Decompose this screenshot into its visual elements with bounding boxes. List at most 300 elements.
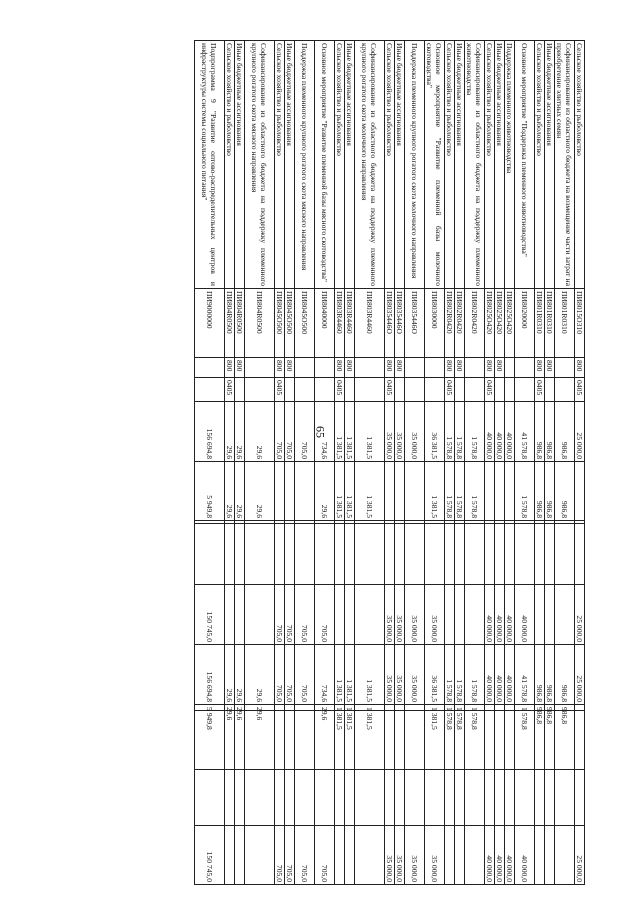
row-group (465, 358, 485, 378)
row-value: 705,0 (315, 826, 335, 885)
row-value (345, 770, 355, 826)
row-value (505, 770, 515, 826)
row-value: 1 381,5 (335, 462, 345, 521)
row-value: 29,6 (225, 462, 235, 521)
row-code: ПИ8035446О (405, 289, 425, 358)
row-section (555, 378, 575, 402)
row-value: 1 578,8 (445, 705, 455, 711)
row-value: 986,8 (545, 462, 555, 521)
row-value (225, 524, 235, 585)
table-row (515, 41, 535, 885)
row-section (395, 378, 405, 402)
row-value: 40 000,0 (495, 645, 505, 705)
row-name: Иные бюджетные ассигнования (285, 41, 295, 289)
row-group: 800 (535, 358, 545, 378)
row-section (465, 378, 485, 402)
row-value (535, 524, 545, 585)
row-value (385, 524, 395, 585)
table-row (405, 41, 425, 885)
row-value: 35 000,0 (395, 645, 405, 705)
row-value (455, 585, 465, 645)
row-value: 1 578,8 (445, 462, 455, 521)
row-name: Сельское хозяйство и рыболовство (485, 41, 495, 289)
row-spacer (395, 711, 405, 770)
row-value (445, 770, 455, 826)
row-value (335, 826, 345, 885)
row-code: ПИ803R4460 (345, 289, 355, 358)
row-section: 0405 (225, 378, 235, 402)
row-name: Иные бюджетные ассигнования (455, 41, 465, 289)
row-value: 25 000,0 (575, 402, 585, 462)
row-group: 800 (485, 358, 495, 378)
row-section (195, 378, 225, 402)
table-row (275, 41, 285, 885)
row-name: Софинансирование из областного бюджета на возмещение части затрат на приобретение элитных семян (555, 41, 575, 289)
row-code: ПИ8025О420 (485, 289, 495, 358)
row-value (535, 826, 545, 885)
row-code: ПИ8015О310 (575, 289, 585, 358)
table-row (455, 41, 465, 885)
row-code: ПИ8025О420 (505, 289, 515, 358)
row-group (555, 358, 575, 378)
row-name: Сельское хозяйство и рыболовство (535, 41, 545, 289)
row-group: 800 (445, 358, 455, 378)
row-value: 705,0 (275, 645, 285, 705)
row-section: 0405 (445, 378, 455, 402)
row-value: 29,6 (235, 462, 245, 521)
row-value: 40 000,0 (485, 402, 495, 462)
row-value: 705,0 (285, 585, 295, 645)
row-section (405, 378, 425, 402)
row-section: 0405 (575, 378, 585, 402)
table-row (345, 41, 355, 885)
row-value (295, 770, 315, 826)
table-row (315, 41, 335, 885)
row-group: 800 (345, 358, 355, 378)
row-name: Иные бюджетные ассигнования (345, 41, 355, 289)
table-row (495, 41, 505, 885)
row-value: 986,8 (555, 705, 575, 711)
row-value: 1 578,8 (455, 645, 465, 705)
row-value (465, 770, 485, 826)
row-value (225, 585, 235, 645)
row-value (495, 462, 505, 521)
row-name: Основное мероприятие "Поддержка племенного животноводства" (515, 41, 535, 289)
row-value: 40 000,0 (495, 826, 505, 885)
row-value (355, 826, 385, 885)
row-group: 800 (575, 358, 585, 378)
row-value: 1 381,5 (345, 705, 355, 711)
row-name: Софинансирование из областного бюджета на поддержку племенного крупного рогатого скота молочного направления (355, 41, 385, 289)
row-value: 41 578,8 (515, 645, 535, 705)
row-value: 35 000,0 (405, 402, 425, 462)
row-value (295, 524, 315, 585)
row-code: ПИ801R0310 (555, 289, 575, 358)
row-value: 1 578,8 (465, 462, 485, 521)
row-value (405, 524, 425, 585)
row-value: 156 694,8 (195, 645, 225, 705)
row-spacer (495, 711, 505, 770)
row-section: 0405 (485, 378, 495, 402)
row-section (345, 378, 355, 402)
row-value (245, 826, 275, 885)
row-code: ПИ802R0420 (465, 289, 485, 358)
row-name: Сельское хозяйство и рыболовство (445, 41, 455, 289)
row-value (235, 585, 245, 645)
row-value: 986,8 (535, 402, 545, 462)
row-spacer (505, 711, 515, 770)
row-code: ПИ804R0500 (235, 289, 245, 358)
row-value: 35 000,0 (405, 826, 425, 885)
row-value (395, 462, 405, 521)
row-value (315, 770, 335, 826)
row-value: 41 578,8 (515, 402, 535, 462)
row-value (275, 770, 285, 826)
row-value: 986,8 (545, 402, 555, 462)
row-spacer (275, 711, 285, 770)
row-value (555, 524, 575, 585)
row-value (335, 524, 345, 585)
row-value: 156 694,8 (195, 402, 225, 462)
table-row (225, 41, 235, 885)
row-value (495, 770, 505, 826)
row-code: ПИ803R4460 (355, 289, 385, 358)
row-value (285, 770, 295, 826)
row-value: 705,0 (295, 402, 315, 462)
row-value (345, 524, 355, 585)
row-value: 5 949,8 (195, 705, 225, 711)
row-section (425, 378, 445, 402)
table-body (195, 41, 585, 885)
row-value: 29,6 (225, 645, 235, 705)
row-value: 1 578,8 (465, 645, 485, 705)
row-value: 1 381,5 (355, 645, 385, 705)
row-value (295, 462, 315, 521)
row-value: 40 000,0 (505, 585, 515, 645)
row-value: 35 000,0 (425, 585, 445, 645)
row-value (285, 462, 295, 521)
row-value: 40 000,0 (505, 826, 515, 885)
row-value (505, 462, 515, 521)
row-name: Подпрограмма 9 "Развитие оптово-распределительных центров и инфраструктуры системы социального питания" (195, 41, 225, 289)
row-value: 36 381,5 (425, 402, 445, 462)
row-value: 986,8 (545, 705, 555, 711)
row-spacer (485, 711, 495, 770)
row-value: 986,8 (545, 645, 555, 705)
row-value: 35 000,0 (385, 585, 395, 645)
row-value: 40 000,0 (505, 402, 515, 462)
row-value (575, 524, 585, 585)
row-value: 29,6 (315, 705, 335, 711)
row-value: 35 000,0 (405, 645, 425, 705)
table-row (235, 41, 245, 885)
row-value: 705,0 (285, 402, 295, 462)
row-value (485, 524, 495, 585)
row-value: 35 000,0 (395, 585, 405, 645)
row-value: 40 000,0 (515, 585, 535, 645)
row-value (445, 826, 455, 885)
row-value (545, 524, 555, 585)
row-section: 0405 (335, 378, 345, 402)
row-section (315, 378, 335, 402)
row-value: 1 381,5 (335, 705, 345, 711)
row-group (515, 358, 535, 378)
row-value: 40 000,0 (485, 645, 495, 705)
row-name: Поддержка племенного крупного рогатого скота молочного направления (405, 41, 425, 289)
row-value (355, 585, 385, 645)
row-section (455, 378, 465, 402)
row-value: 25 000,0 (575, 826, 585, 885)
row-code: ПИ802R0420 (455, 289, 465, 358)
row-value (535, 770, 545, 826)
row-value: 705,0 (285, 826, 295, 885)
row-code: ПИ803R4460 (335, 289, 345, 358)
row-value (465, 585, 485, 645)
row-value: 29,6 (235, 705, 245, 711)
row-name: Иные бюджетные ассигнования (545, 41, 555, 289)
table-row (195, 41, 225, 885)
row-value: 705,0 (295, 826, 315, 885)
row-section (285, 378, 295, 402)
row-value: 150 745,0 (195, 826, 225, 885)
row-value: 40 000,0 (515, 826, 535, 885)
row-value: 1 381,5 (335, 402, 345, 462)
row-value: 29,6 (235, 402, 245, 462)
row-value: 705,0 (275, 402, 285, 462)
table-row (355, 41, 385, 885)
row-code: ПИ802R0420 (445, 289, 455, 358)
row-value: 1 381,5 (355, 705, 385, 711)
row-group (295, 358, 315, 378)
row-spacer (575, 711, 585, 770)
row-value: 35 000,0 (385, 402, 395, 462)
row-spacer (295, 711, 315, 770)
row-value (545, 585, 555, 645)
row-value (285, 524, 295, 585)
row-value (335, 585, 345, 645)
table-row (555, 41, 575, 885)
row-value: 1 381,5 (355, 462, 385, 521)
row-value: 734,6 (315, 402, 335, 462)
table-row (335, 41, 345, 885)
row-value (235, 524, 245, 585)
row-value: 1 381,5 (335, 645, 345, 705)
row-value: 705,0 (295, 585, 315, 645)
row-value: 705,0 (285, 645, 295, 705)
row-value: 1 381,5 (425, 705, 445, 711)
row-value (355, 524, 385, 585)
row-value: 35 000,0 (385, 826, 395, 885)
row-group: 800 (385, 358, 395, 378)
rotated-table-wrapper (194, 40, 585, 885)
row-section: 0405 (535, 378, 545, 402)
row-value (555, 770, 575, 826)
row-section (515, 378, 535, 402)
row-value (445, 524, 455, 585)
row-value: 986,8 (555, 645, 575, 705)
row-value: 25 000,0 (575, 645, 585, 705)
row-value: 29,6 (245, 462, 275, 521)
row-value (555, 585, 575, 645)
row-section (495, 378, 505, 402)
row-section (545, 378, 555, 402)
row-group: 800 (545, 358, 555, 378)
row-name: Сельское хозяйство и рыболовство (575, 41, 585, 289)
row-value: 705,0 (275, 826, 285, 885)
row-group (195, 358, 225, 378)
row-value: 40 000,0 (495, 585, 505, 645)
row-value (405, 770, 425, 826)
row-code: ПИ804R0500 (245, 289, 275, 358)
row-name: Софинансирование из областного бюджета на поддержку племенного крупного рогатого скота мясного направления (245, 41, 275, 289)
row-value (385, 462, 395, 521)
row-value (515, 524, 535, 585)
row-name: Сельское хозяйство и рыболовство (275, 41, 285, 289)
row-name: Иные бюджетные ассигнования (235, 41, 245, 289)
row-spacer (385, 711, 395, 770)
row-group: 800 (275, 358, 285, 378)
row-group: 800 (225, 358, 235, 378)
row-value (465, 826, 485, 885)
row-value: 986,8 (535, 705, 545, 711)
table-row (295, 41, 315, 885)
row-name: Иные бюджетные ассигнования (395, 41, 405, 289)
row-code: ПИ8035446О (385, 289, 395, 358)
row-code: ПИ804R0500 (225, 289, 235, 358)
row-value (315, 524, 335, 585)
row-value (485, 770, 495, 826)
row-group (245, 358, 275, 378)
row-value: 35 000,0 (425, 826, 445, 885)
row-value (425, 770, 445, 826)
row-value (535, 585, 545, 645)
row-value: 1 381,5 (345, 645, 355, 705)
row-code: ПИ8020000 (515, 289, 535, 358)
row-section (245, 378, 275, 402)
row-value: 1 381,5 (345, 462, 355, 521)
row-value: 986,8 (555, 402, 575, 462)
row-value: 1 578,8 (445, 402, 455, 462)
row-value: 40 000,0 (505, 645, 515, 705)
row-group (355, 358, 385, 378)
row-code: ПИ8035446О (395, 289, 405, 358)
row-value (275, 462, 285, 521)
row-section (505, 378, 515, 402)
row-value (465, 524, 485, 585)
row-value (575, 462, 585, 521)
row-group (425, 358, 445, 378)
row-value (235, 770, 245, 826)
row-group: 800 (335, 358, 345, 378)
row-value (385, 770, 395, 826)
row-code: ПИ8045О500 (285, 289, 295, 358)
row-code: ПИ801R0310 (545, 289, 555, 358)
row-value (225, 826, 235, 885)
table-row (385, 41, 395, 885)
row-value (545, 826, 555, 885)
row-code: ПИ8030000 (425, 289, 445, 358)
row-value: 35 000,0 (405, 585, 425, 645)
row-value: 25 000,0 (575, 585, 585, 645)
table-row (425, 41, 445, 885)
row-value: 29,6 (245, 705, 275, 711)
row-group: 800 (455, 358, 465, 378)
table-row (575, 41, 585, 885)
row-value: 705,0 (315, 585, 335, 645)
row-value: 5 949,8 (195, 462, 225, 521)
table-row (535, 41, 545, 885)
row-value: 1 578,8 (515, 705, 535, 711)
row-value (245, 585, 275, 645)
row-group (315, 358, 335, 378)
row-section (295, 378, 315, 402)
row-value: 734,6 (315, 645, 335, 705)
table-row (245, 41, 275, 885)
row-value: 1 578,8 (455, 705, 465, 711)
row-value: 705,0 (275, 585, 285, 645)
row-code: ПИ8045О500 (275, 289, 285, 358)
row-value: 1 578,8 (465, 705, 485, 711)
row-value (455, 826, 465, 885)
row-value: 35 000,0 (395, 402, 405, 462)
row-value (395, 770, 405, 826)
row-code: ПИ8040000 (315, 289, 335, 358)
row-spacer (405, 711, 425, 770)
row-value: 40 000,0 (495, 402, 505, 462)
row-value: 1 381,5 (345, 402, 355, 462)
table-row (485, 41, 495, 885)
table-row (545, 41, 555, 885)
row-value: 40 000,0 (485, 585, 495, 645)
row-value: 150 745,0 (195, 585, 225, 645)
row-group (505, 358, 515, 378)
row-value (405, 462, 425, 521)
row-group: 800 (285, 358, 295, 378)
row-name: Сельское хозяйство и рыболовство (335, 41, 345, 289)
row-value: 29,6 (315, 462, 335, 521)
row-name: Основное мероприятие "Развитие племенной базы молочного скотоводства" (425, 41, 445, 289)
row-value (195, 770, 225, 826)
row-value (555, 826, 575, 885)
row-value (275, 524, 285, 585)
row-section (355, 378, 385, 402)
row-name: Поддержка племенного крупного рогатого скота мясного направления (295, 41, 315, 289)
row-value: 1 381,5 (355, 402, 385, 462)
row-value (345, 826, 355, 885)
table-row (505, 41, 515, 885)
row-code: ПИ8045О500 (295, 289, 315, 358)
table-row (465, 41, 485, 885)
row-value: 986,8 (555, 462, 575, 521)
row-value (245, 524, 275, 585)
row-spacer (285, 711, 295, 770)
row-value: 705,0 (295, 645, 315, 705)
row-value: 986,8 (535, 645, 545, 705)
row-value: 35 000,0 (385, 645, 395, 705)
row-group: 800 (235, 358, 245, 378)
row-value (545, 770, 555, 826)
row-value (345, 585, 355, 645)
row-name: Иные бюджетные ассигнования (495, 41, 505, 289)
row-value: 29,6 (245, 402, 275, 462)
row-value: 1 381,5 (425, 462, 445, 521)
row-code: ПИ801R0310 (535, 289, 545, 358)
row-value: 29,6 (245, 645, 275, 705)
row-value: 36 381,5 (425, 645, 445, 705)
row-value: 40 000,0 (485, 826, 495, 885)
row-value: 986,8 (535, 462, 545, 521)
row-value (335, 770, 345, 826)
